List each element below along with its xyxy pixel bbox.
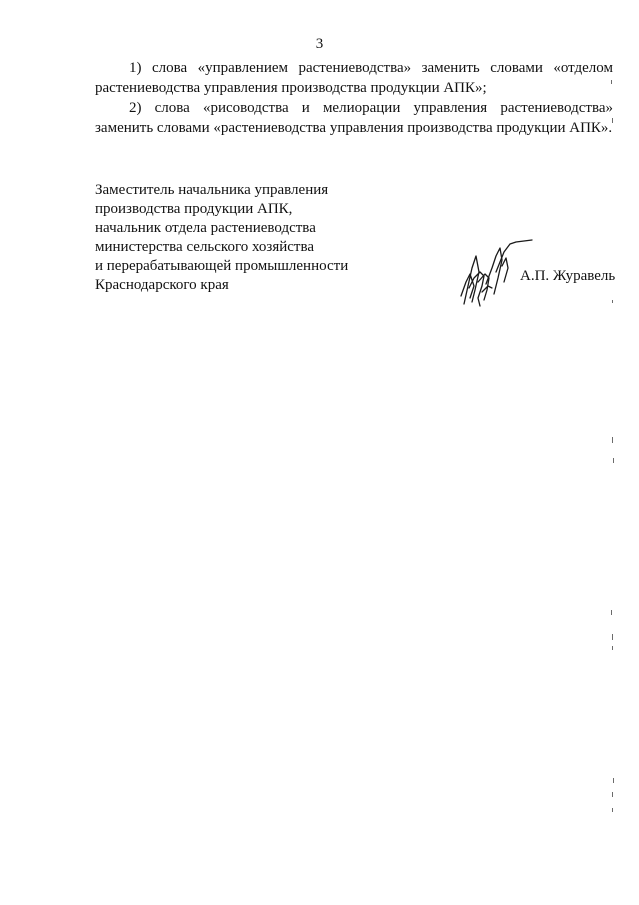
position-line: и перерабатывающей промышленности xyxy=(95,258,349,274)
position-line: производства продукции АПК, xyxy=(95,201,293,217)
scan-edge-marks xyxy=(604,0,624,905)
position-line: министерства сельского хозяйства xyxy=(95,239,315,255)
amendment-paragraph-2: 2) слова «рисоводства и мелиорации управления растениеводства» заменить словами «растениеводства управления производства продукции АПК». xyxy=(95,100,613,136)
position-line: начальник отдела растениеводства xyxy=(95,220,316,236)
position-line: Краснодарского края xyxy=(95,277,229,293)
document-body xyxy=(95,58,613,138)
signer-name: А.П. Журавель xyxy=(520,268,616,284)
position-line: Заместитель начальника управления xyxy=(95,182,329,198)
amendment-paragraph-1: 1) слова «управлением растениеводства» заменить словами «отделом растениеводства управления производства продукции АПК»; xyxy=(95,60,613,96)
signatory-position xyxy=(95,181,395,295)
page-number: 3 xyxy=(315,36,324,52)
